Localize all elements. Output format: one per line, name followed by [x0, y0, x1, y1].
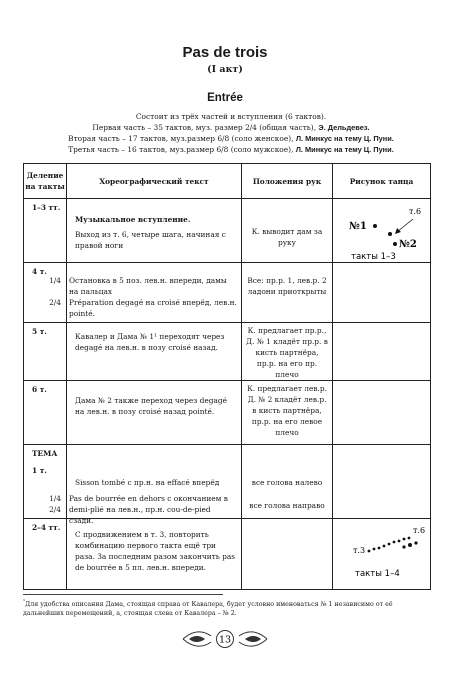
path-dot	[403, 538, 406, 541]
choreo-text: С продвижением в т. 3, повторить комбинацию первого такта ещё три раза. За последним разом закончить pas de bourrée в 5 пл. лев.н. впереди.	[75, 530, 236, 572]
dance-diagram-svg	[333, 519, 431, 589]
intro-line-4-text: Третья часть – 16 тактов, муз.размер 6/8 (соло мужское),	[68, 145, 296, 154]
point-6-label: т.6	[413, 526, 426, 535]
bars-cell	[24, 519, 67, 590]
footnote-mark: ¹	[23, 599, 26, 605]
dancer-1-dot	[373, 224, 377, 228]
path-dot	[393, 541, 396, 544]
intro-paragraph	[30, 111, 432, 155]
path-dot	[383, 545, 386, 548]
arms-text: К. предлагает пр.р., Д. № 1 кладёт пр.р. в кисть партнёра, пр.р. на его пр. плечо	[246, 326, 328, 379]
path-dot	[398, 540, 401, 543]
path-arrow-line	[397, 219, 413, 232]
intro-line-4	[30, 144, 432, 155]
path-dot	[373, 548, 376, 551]
arms-cell	[242, 519, 333, 590]
choreography-table	[23, 163, 431, 590]
pattern-cell	[333, 263, 431, 323]
music-intro-heading: Музыкальное вступление.	[75, 215, 191, 224]
arms-cell	[242, 263, 333, 323]
dancer-dot	[414, 541, 417, 544]
page-number: 13	[218, 634, 232, 646]
ornament-left-leaf	[189, 636, 205, 642]
arms-cell	[242, 199, 333, 263]
act-subtitle: (I акт)	[207, 64, 243, 75]
section-title: Entrée	[207, 92, 243, 104]
fraction-label: 2/4	[49, 505, 61, 514]
footnote-divider	[23, 594, 223, 595]
ornament-svg	[175, 628, 275, 650]
fraction-label: 1/4	[49, 276, 61, 285]
intro-line-1: Состоит из трёх частей и вступления (6 тактов).	[135, 112, 327, 121]
table-row	[24, 445, 431, 519]
dancer-1-label: №1	[349, 221, 367, 232]
pattern-cell	[333, 519, 431, 590]
bars-label: 5 т.	[32, 327, 47, 336]
path-arrow-head	[395, 228, 401, 234]
diagram-caption: такты 1–3	[351, 252, 396, 262]
choreo-cell	[49, 263, 242, 323]
choreo-cell	[67, 199, 242, 263]
header-arms: Положения рук	[242, 164, 333, 199]
point-6-label: т.6	[409, 207, 422, 216]
pattern-cell	[333, 445, 431, 519]
path-dot	[378, 547, 381, 550]
arms-cell	[242, 323, 333, 381]
bars-label: 4 т.	[32, 267, 47, 276]
choreo-text: Выход из т. 6, четыре шага, начиная с правой ноги	[75, 230, 226, 250]
pattern-cell	[333, 381, 431, 445]
pattern-cell	[333, 199, 431, 263]
arms-cell	[242, 445, 333, 519]
point-3-label: т.3	[353, 546, 366, 555]
dance-diagram	[333, 519, 430, 589]
bars-cell	[24, 323, 67, 381]
bars-label: 1 т.	[32, 466, 47, 475]
choreo-text: Préparation degagé на croisé вперёд, лев.н. pointé.	[69, 298, 237, 318]
bars-label: 2–4 тт.	[32, 523, 61, 532]
page-title: Pas de trois	[182, 44, 268, 61]
header-choreography: Хореографический текст	[67, 164, 242, 199]
cavalier-dot	[388, 232, 392, 236]
arms-text: К. предлагает лев.р. Д. № 2 кладёт лев.р. в кисть партнёра, пр.р. на его левое плечо	[247, 384, 327, 437]
bars-cell	[24, 381, 67, 445]
arms-text: Все: пр.р. 1, лев.р. 2 ладони приоткрыты	[247, 276, 327, 296]
intro-line-3-composer: Л. Минкус на тему Ц. Пуни.	[295, 134, 394, 143]
table-row	[24, 323, 431, 381]
dance-diagram	[333, 199, 430, 262]
choreo-text: Sisson tombé с пр.н. на effacé вперёд	[75, 478, 220, 487]
dancer-2-label: №2	[399, 239, 417, 250]
bars-label: 6 т.	[32, 385, 47, 394]
bars-label: 1–3 тт.	[32, 203, 61, 212]
intro-line-4-composer: Л. Минкус на тему Ц. Пуни.	[295, 145, 394, 154]
theme-label: ТЕМА	[32, 449, 58, 458]
table-row	[24, 199, 431, 263]
table-header-row	[24, 164, 431, 199]
choreo-text: Pas de bourrée en dehors с окончанием в	[69, 494, 228, 503]
arms-text: К. выводит дам за руку	[251, 227, 323, 247]
choreo-cell	[49, 445, 242, 525]
choreo-text: demi-plié на лев.н., пр.н. cou-de-pied сзади.	[69, 505, 211, 525]
header-bars: Деление на такты	[24, 164, 67, 199]
dance-diagram-svg	[333, 199, 431, 262]
choreo-cell	[67, 519, 242, 590]
path-dot	[368, 550, 371, 553]
arms-text: все голова налево	[251, 478, 323, 487]
fraction-label: 2/4	[49, 298, 61, 307]
choreo-cell	[67, 381, 242, 445]
choreo-text: Кавалер и Дама № 1¹ переходят через degagé на лев.н. в позу croisé назад.	[75, 332, 225, 352]
bars-cell	[24, 199, 67, 263]
footnote	[23, 598, 430, 618]
table-row	[24, 381, 431, 445]
arms-text: все голова направо	[249, 501, 325, 510]
intro-line-2-text: Первая часть – 35 тактов, муз. размер 2/4 (общая часть),	[92, 123, 319, 132]
choreo-cell	[67, 323, 242, 381]
page-number-ornament	[175, 628, 275, 650]
choreo-text: Остановка в 5 поз. лев.н. впереди, дамы на пальцах	[69, 276, 227, 296]
arms-cell	[242, 381, 333, 445]
fraction-label: 1/4	[49, 494, 61, 503]
table-row	[24, 263, 431, 323]
intro-line-2-composer: Э. Дельдевез.	[318, 123, 370, 132]
path-dot	[388, 543, 391, 546]
intro-line-3	[30, 133, 432, 144]
ornament-right-leaf	[245, 636, 261, 642]
diagram-caption: такты 1–4	[355, 569, 400, 579]
footnote-text: Для удобства описания Дама, стоящая справа от Кавалера, будет условно именоваться № 1 независимо от её дальнейших перемещений, а, стоящая слева от Кавалера – № 2.	[23, 601, 393, 618]
table-row	[24, 519, 431, 590]
dancer-dot	[402, 545, 405, 548]
header-pattern: Рисунок танца	[333, 164, 431, 199]
intro-line-3-text: Вторая часть – 17 тактов, муз.размер 6/8 (соло женское),	[68, 134, 296, 143]
intro-line-2	[30, 122, 432, 133]
dancer-2-dot	[393, 242, 397, 246]
pattern-cell	[333, 323, 431, 381]
choreo-text: Дама № 2 также переход через degagé на лев.н. в позу croisé назад pointé.	[75, 396, 227, 416]
cavalier-dot	[408, 543, 412, 547]
path-dot	[408, 537, 411, 540]
